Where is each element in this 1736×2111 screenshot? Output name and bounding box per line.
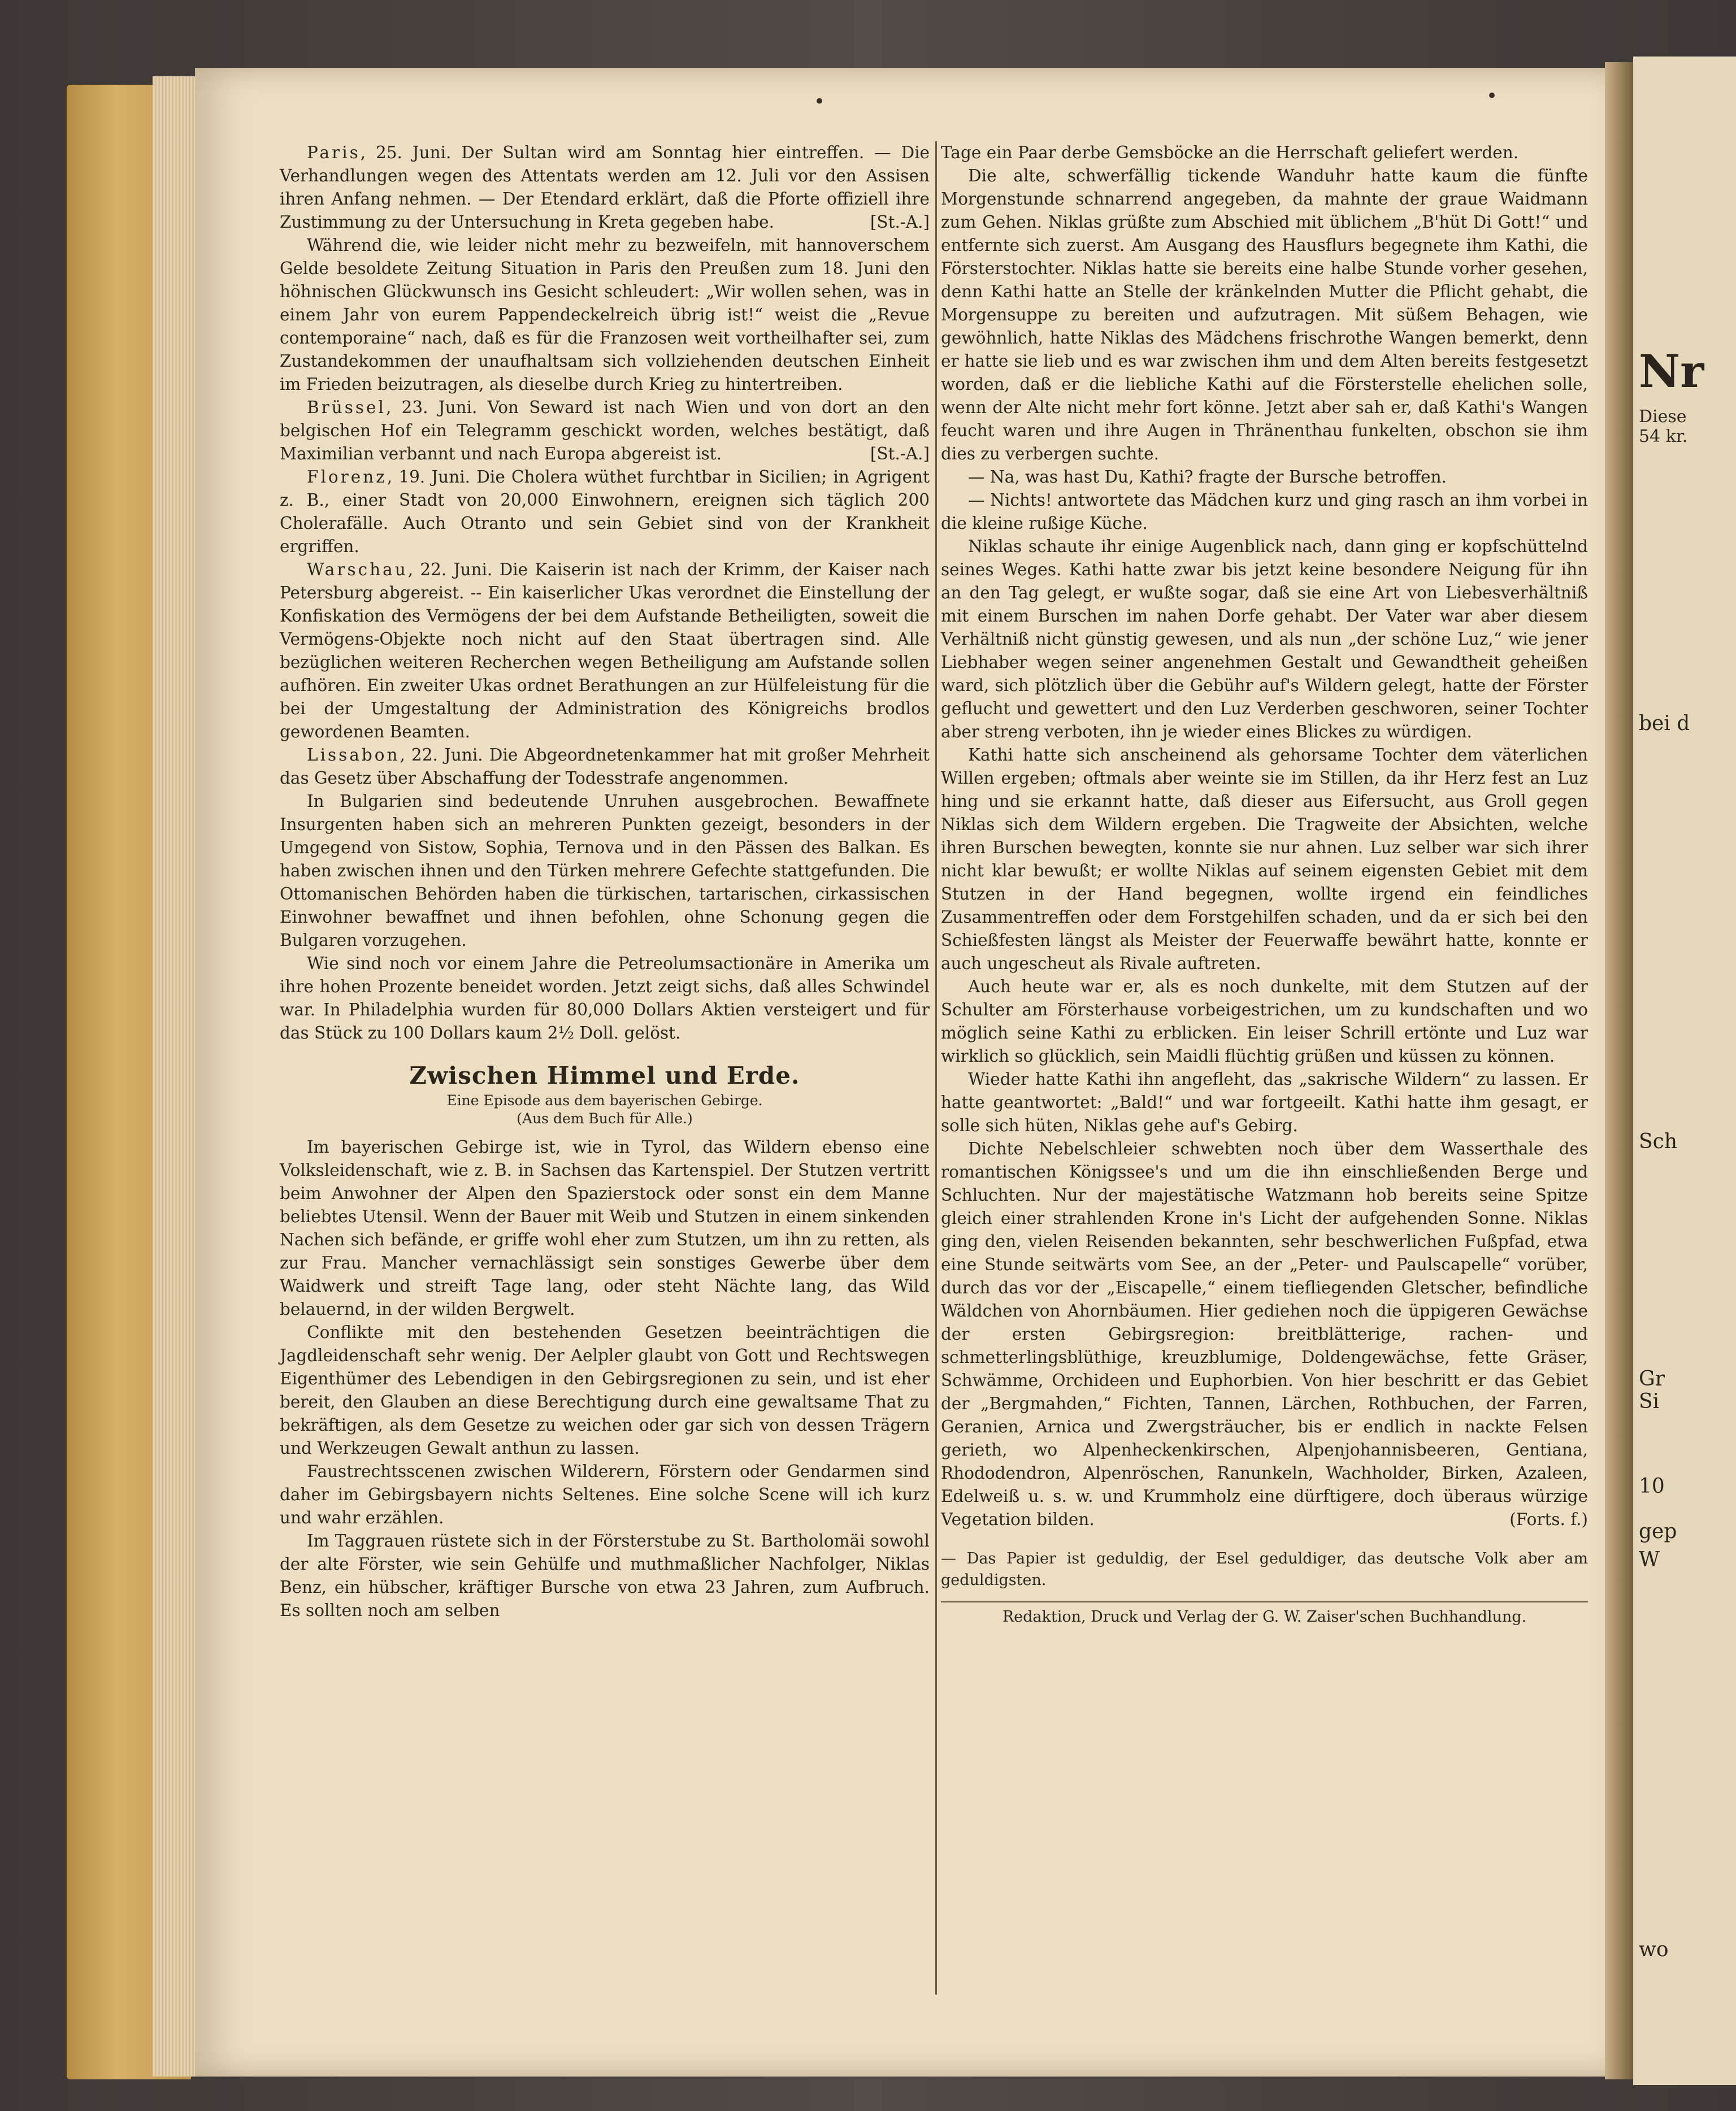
news-item <box>280 952 930 1045</box>
facing-fragment: Sch <box>1639 1130 1678 1153</box>
facing-fragment: W <box>1639 1548 1660 1571</box>
story-paragraph: Conflikte mit den bestehenden Gesetzen beeinträchtigen die Jagdleidenschaft sehr wenig. Der Aelpler glaubt von Gott und Rechtswegen Eigenthümer des Lebendigen in den Gebirgsregionen zu sein, und ist eher bereit, den Glauben an diese Berechtigung durch eine gewaltsame That zu bekräftigen, als dem Gesetze zu weichen oder gar sich von dessen Trägern und Werkzeugen Gewalt anthun zu lassen. <box>280 1323 930 1458</box>
news-item <box>280 558 930 744</box>
story-paragraph: Niklas schaute ihr einige Augenblick nach, dann ging er kopfschüttelnd seines Weges. Kathi hatte zwar bis jetzt keine besondere Neigung für ihn an den Tag gelegt, er wußte sogar, daß sie eine Art von Liebesverhältniß mit einem Burschen im nahen Dorfe gehabt. Der Vater war aber diesem Verhältniß nicht günstig gewesen, und als nun „der schöne Luz,“ wie jener Liebhaber wegen seiner angenehmen Gestalt und Gewandtheit geheißen ward, sich plötzlich über die Gebühr auf's Wildern gelegt, hatte der Förster geflucht und gewettert und den Luz Verderben geschworen, seiner Tochter aber streng verboten, ihn je wieder eines Blickes zu würdigen. <box>941 537 1588 741</box>
closing-note: — Das Papier ist geduldig, der Esel geduldiger, das deutsche Volk aber am geduldigsten. <box>941 1550 1588 1589</box>
news-text: Während die, wie leider nicht mehr zu bezweifeln, mit hannoverschem Gelde besoldete Zeitung Situation in Paris den Preußen zum 18. Juni den höhnischen Glückwunsch ins Gesicht schleudert: „Wir wollen sehen, was in einem Jahr von eurem Pappendeckelreich übrig ist!“ weist die „Revue contemporaine“ nach, daß es für die Franzosen weit vortheilhafter sei, zum Zustandekommen der unaufhaltsam sich vollziehenden deutschen Einheit im Frieden beizutragen, als dieselbe durch Krieg zu hintertreiben. <box>280 236 930 394</box>
facing-fragment: 54 kr. <box>1639 427 1688 446</box>
facing-fragment: gep <box>1639 1520 1677 1543</box>
story-paragraph: — Na, was hast Du, Kathi? fragte der Bursche betroffen. <box>968 467 1447 487</box>
story-subtitle: Eine Episode aus dem bayerischen Gebirge. <box>446 1092 763 1109</box>
story-paragraph: Tage ein Paar derbe Gemsböcke an die Herrschaft geliefert werden. <box>941 143 1519 162</box>
news-item <box>280 744 930 790</box>
continued-note: (Forts. f.) <box>1509 1510 1588 1529</box>
news-place: Paris <box>307 143 361 162</box>
imprint: Redaktion, Druck und Verlag der G. W. Zaiser'schen Buchhandlung. <box>1002 1608 1527 1626</box>
news-source: [St.-A.] <box>870 212 930 232</box>
facing-fragment: Si <box>1639 1390 1660 1413</box>
ornament-dot: • <box>1486 85 1498 107</box>
story-paragraph: — Nichts! antwortete das Mädchen kurz und ging rasch an ihm vorbei in die kleine rußige Küche. <box>941 490 1588 533</box>
story-title: Zwischen Himmel und Erde. <box>409 1062 800 1089</box>
facing-fragment: wo <box>1639 1938 1669 1961</box>
facing-fragment: bei d <box>1639 712 1690 735</box>
story-paragraph: Im Taggrauen rüstete sich in der Försterstube zu St. Bartholomäi sowohl der alte Förster, wie sein Gehülfe und muthmaßlicher Nachfolger, Niklas Benz, ein hübscher, kräftiger Bursche von etwa 23 Jahren, zum Aufbruch. Es sollten noch am selben <box>280 1531 930 1620</box>
right-column <box>941 141 1588 1626</box>
news-text: , 22. Juni. Die Kaiserin ist nach der Krimm, der Kaiser nach Petersburg abgereist. -- Ein kaiserlicher Ukas verordnet die Einstellung der Konfiskation des Vermögens der bei dem Aufstande Betheiligten, soweit die Vermögens-Objekte noch nicht auf den Staat übertragen sind. Alle bezüglichen weiteren Recherchen wegen Betheiligung am Aufstande sollen aufhören. Ein zweiter Ukas ordnet Berathungen an zur Hülfeleistung für die bei der Umgestaltung der Administration des Königreichs brodlos gewordenen Beamten. <box>280 560 930 741</box>
story-paragraph <box>941 1137 1588 1531</box>
news-text: , 23. Juni. Von Seward ist nach Wien und von dort an den belgischen Hof ein Telegramm geschickt worden, welches bestätigt, daß Maximilian verbannt und nach Europa abgereist ist. <box>280 398 930 463</box>
imprint-rule <box>941 1601 1588 1602</box>
story-paragraph: Wieder hatte Kathi ihn angefleht, das „sakrische Wildern“ zu lassen. Er hatte geantwortet: „Bald!“ und war fortgeeilt. Kathi hatte ihm gesagt, er solle sich hüten, Niklas gehe auf's Gebirg. <box>941 1070 1588 1135</box>
facing-fragment: Nr <box>1639 345 1704 398</box>
news-item <box>280 466 930 558</box>
facing-fragment: 10 <box>1639 1475 1665 1498</box>
news-item <box>280 790 930 952</box>
story-paragraph: Kathi hatte sich anscheinend als gehorsame Tochter dem väterlichen Willen ergeben; oftmals aber weinte sie im Stillen, da ihr Herz fest an Luz hing und sie erkannt hatte, daß dieser aus Eifersucht, aus Groll gegen Niklas sich dem Wildern ergeben. Die Tragweite der Absichten, welche ihren Burschen bewegten, konnte sie nur ahnen. Luz selber war sich ihrer nicht klar bewußt; er wollte Niklas auf seinem eigensten Gebiet mit dem Stutzen in der Hand begegnen, wollte irgend ein feindliches Zusammentreffen oder dem Forstgehilfen schaden, und da er sich bei den Schießfesten längst als Meister der Feuerwaffe bewährt hatte, konnte er auch ungescheut als Rivale auftreten. <box>941 745 1588 973</box>
story-paragraph: Die alte, schwerfällig tickende Wanduhr hatte kaum die fünfte Morgenstunde schnarrend angegeben, da mahnte der graue Waidmann zum Gehen. Niklas grüßte zum Abschied mit üblichem „B'hüt Di Gott!“ und entfernte sich zuerst. Am Ausgang des Hausflurs begegnete ihm Kathi, die Försterstochter. Niklas hatte sie bereits eine halbe Stunde vorher gesehen, denn Kathi hatte an Stelle der kränkelnden Mutter die Pflicht gehabt, die Morgensuppe zu bereiten und aufzutragen. Mit süßem Behagen, wie gewöhnlich, hatte Niklas des Mädchens frischrothe Wangen bemerkt, denn er hatte sie lieb und es war zwischen ihm und dem Alten bereits festgesetzt worden, daß er die liebliche Kathi auf die Försterstelle ehelichen solle, wenn der Alte nicht mehr fort könne. Jetzt aber sah er, daß Kathi's Wangen feucht waren und ihre Augen in Thränenthau funkelten, obschon sie ihm dies zu verbergen suchte. <box>941 166 1588 463</box>
news-item <box>280 396 930 466</box>
news-text: , 22. Juni. Die Abgeordnetenkammer hat mit großer Mehrheit das Gesetz über Abschaffung der Todesstrafe angenommen. <box>280 745 930 788</box>
facing-fragment: Diese <box>1639 407 1687 427</box>
news-text: , 25. Juni. Der Sultan wird am Sonntag hier eintreffen. — Die Verhandlungen wegen des Attentats werden am 12. Juli vor den Assisen ihren Anfang nehmen. — Der Etendard erklärt, daß die Pforte offiziell ihre Zustimmung zu der Untersuchung in Kreta gegeben habe. <box>280 143 930 232</box>
news-item <box>280 141 930 234</box>
news-source: [St.-A.] <box>870 444 930 463</box>
news-place: Florenz <box>307 467 387 487</box>
ornament-dot: • <box>814 90 826 113</box>
story-source: (Aus dem Buch für Alle.) <box>517 1110 693 1127</box>
story-paragraph-text: Dichte Nebelschleier schwebten noch über dem Wasserthale des romantischen Königssee's und um die ihn einschließenden Berge und Schluchten. Nur der majestätische Watzmann hob bereits seine Spitze gleich einer strahlenden Krone in's Licht der aufgehenden Sonne. Niklas ging den, vielen Reisenden bekannten, sehr beschwerlichen Fußpfad, etwa eine Stunde seitwärts vom See, an der „Peter- und Paulscapelle“ vorüber, durch das vor der „Eiscapelle,“ einem tiefliegenden Gletscher, befindliche Wäldchen von Ahornbäumen. Hier gediehen noch die üppigeren Gewächse der ersten Gebirgsregion: breitblätterige, rachen- und schmetterlingsblüthige, kreuzblumige, Doldengewächse, fette Gräser, Schwämme, Orchideen und Euphorbien. Von hier beschritt er das Gebiet der „Bergmahden,“ Fichten, Tannen, Lärchen, Rothbuchen, der Farren, Geranien, Arnica und Zwergsträucher, bis er endlich in nackte Felsen gerieth, wo Alpenheckenkirschen, Alpenjohannisbeeren, Gentiana, Rhododendron, Alpenröschen, Ranunkeln, Wachholder, Birken, Azaleen, Edelweiß u. s. w. und Krummholz eine dürftigere, doch überaus würzige Vegetation bilden. <box>941 1139 1588 1529</box>
story-paragraph: Faustrechtsscenen zwischen Wilderern, Förstern oder Gendarmen sind daher im Gebirgsbayern nichts Seltenes. Eine solche Scene will ich kurz und wahr erzählen. <box>280 1462 930 1527</box>
news-place: Brüssel <box>307 398 386 417</box>
story-paragraph: Auch heute war er, als es noch dunkelte, mit dem Stutzen auf der Schulter am Försterhause vorbeigestrichen, um zu kundschaften und wo möglich seine Kathi zu erblicken. Ein leiser Schrill ertönte und Luz war wirklich so glücklich, sein Maidli flüchtig grüßen und küssen zu können. <box>941 977 1588 1066</box>
left-column <box>280 141 930 1622</box>
story-paragraph: Im bayerischen Gebirge ist, wie in Tyrol, das Wildern ebenso eine Volksleidenschaft, wie z. B. in Sachsen das Kartenspiel. Der Stutzen vertritt beim Anwohner der Alpen den Spazierstock oder sonst ein dem Manne beliebtes Utensil. Wenn der Bauer mit Weib und Stutzen in einem sinkenden Nachen sich befände, er griffe wohl eher zum Stutzen, um ihn zu retten, als zur Frau. Mancher vernachlässigt sein sonstiges Gewerbe über dem Waidwerk und streift Tage lang, oder steht Nächte lang, das Wild belauernd, in der wilden Bergwelt. <box>280 1137 930 1319</box>
news-place: Warschau <box>307 560 408 579</box>
column-rule <box>935 141 937 1995</box>
news-place: Lissabon <box>307 745 400 765</box>
news-text: Wie sind noch vor einem Jahre die Petreolumsactionäre in Amerika um ihre hohen Prozente beneidet worden. Jetzt zeigt sichs, daß alles Schwindel war. In Philadelphia wurden für 80,000 Dollars Aktien versteigert und für das Stück zu 100 Dollars kaum 2½ Doll. gelöst. <box>280 954 930 1043</box>
news-text: , 19. Juni. Die Cholera wüthet furchtbar in Sicilien; in Agrigent z. B., einer Stadt von 20,000 Einwohnern, ereignen sich täglich 200 Cholerafälle. Auch Otranto und sein Gebiet sind von der Krankheit ergriffen. <box>280 467 930 556</box>
news-text: In Bulgarien sind bedeutende Unruhen ausgebrochen. Bewaffnete Insurgenten haben sich an mehreren Punkten gezeigt, besonders in der Umgegend von Sistow, Sophia, Ternova und in den Pässen des Balkan. Es haben zwischen ihnen und den Türken mehrere Gefechte stattgefunden. Die Ottomanischen Behörden haben die türkischen, tartarischen, cirkassischen Einwohner bewaffnet und ihnen befohlen, ohne Schonung gegen die Bulgaren vorzugehen. <box>280 792 930 950</box>
facing-page <box>1633 57 1736 2085</box>
facing-fragment: Gr <box>1639 1367 1665 1391</box>
news-item <box>280 234 930 396</box>
